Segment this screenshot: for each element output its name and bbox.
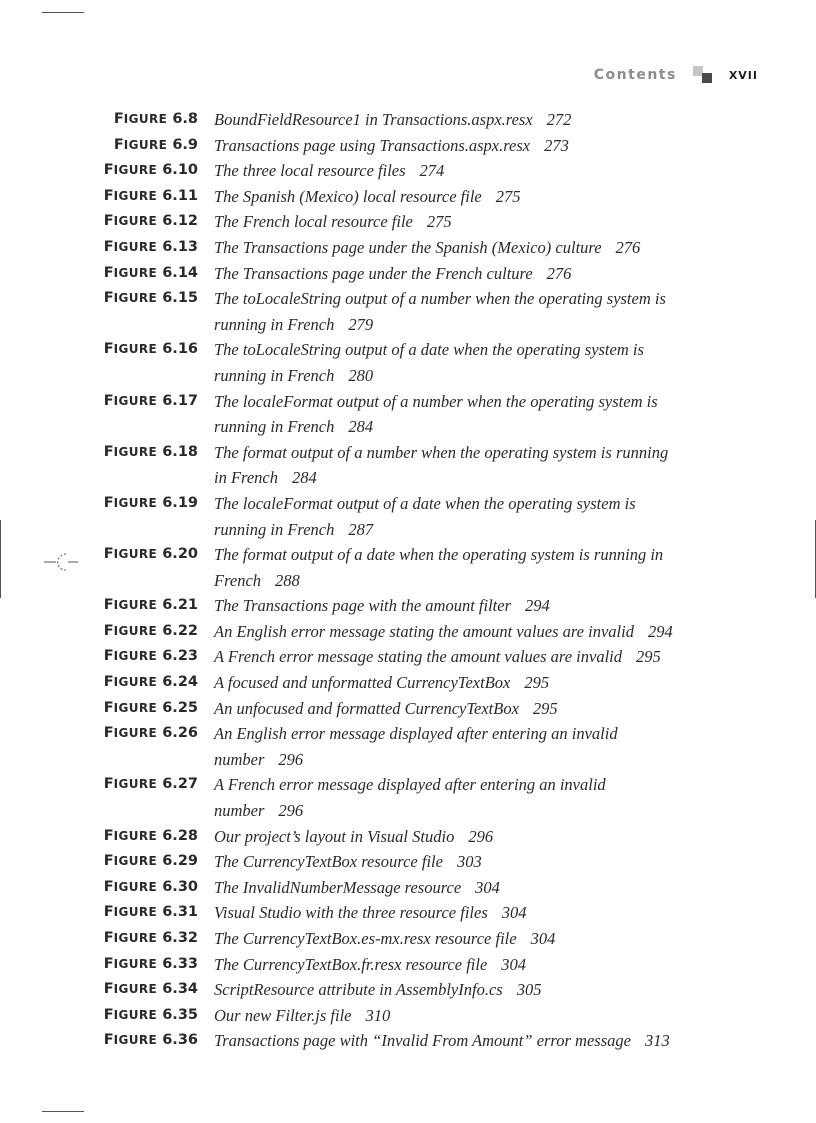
figure-label (0, 721, 214, 747)
figure-number: 6.35 (162, 1006, 198, 1023)
figure-label-initial: F (103, 904, 114, 921)
figure-label (0, 209, 214, 235)
figure-entry-text (214, 644, 684, 670)
page-reference: 279 (348, 314, 374, 334)
figure-entry-text (214, 772, 684, 823)
figure-number: 6.31 (162, 904, 198, 921)
figure-number: 6.23 (162, 648, 198, 665)
page-reference: 304 (530, 929, 556, 948)
figure-label-initial: F (103, 187, 114, 204)
figure-label-rest: IGURE (123, 137, 168, 152)
page-reference: 295 (636, 647, 661, 667)
figure-entry-text (214, 107, 684, 133)
figure-label-rest: IGURE (113, 265, 158, 280)
figure-label (0, 389, 214, 415)
list-item (0, 849, 816, 875)
figure-label-rest: IGURE (113, 931, 158, 945)
figure-label-rest: IGURE (113, 649, 158, 664)
figure-label (0, 670, 214, 696)
list-item (0, 926, 816, 952)
figure-label (0, 619, 214, 645)
figure-label-initial: F (103, 443, 114, 460)
figure-entry-text (214, 926, 684, 952)
figure-caption: An English error message displayed after entering an invalid number (214, 724, 618, 769)
list-item (0, 184, 816, 210)
figure-label-rest: IGURE (113, 854, 158, 869)
page-reference: 305 (516, 980, 542, 1000)
page-reference: 296 (278, 801, 304, 821)
list-item (0, 337, 816, 388)
page-reference: 275 (495, 186, 521, 206)
figure-label-rest: IGURE (113, 1033, 158, 1048)
figure-caption: Transactions page using Transactions.aspx.resx (214, 135, 531, 155)
page-reference: 294 (647, 621, 673, 641)
figure-label (0, 337, 214, 363)
figure-label (0, 900, 214, 926)
list-of-figures (0, 107, 816, 1054)
figure-label-rest: IGURE (113, 905, 158, 920)
page-reference: 295 (524, 673, 550, 693)
figure-caption: A French error message stating the amount values are invalid (214, 647, 623, 667)
page-reference: 304 (501, 903, 527, 923)
figure-caption: An unfocused and formatted CurrencyTextBox (214, 698, 519, 718)
figure-caption: Transactions page with “Invalid From Amount” error message (214, 1031, 631, 1051)
figure-label-rest: IGURE (113, 828, 158, 843)
figure-number: 6.18 (162, 443, 198, 460)
page-reference: 296 (468, 826, 494, 846)
figure-entry-text (214, 491, 684, 542)
figure-label-initial: F (103, 290, 114, 307)
figure-label-initial: F (103, 648, 114, 665)
figure-number: 6.24 (162, 674, 198, 691)
figure-label-initial: F (103, 827, 114, 844)
figure-label-initial: F (103, 622, 114, 639)
figure-number: 6.8 (172, 111, 198, 127)
list-item (0, 644, 816, 670)
crop-mark-bottom (42, 1111, 84, 1112)
figure-number: 6.15 (162, 290, 198, 307)
figure-label-initial: F (103, 162, 114, 179)
figure-number: 6.30 (162, 878, 198, 895)
list-item (0, 875, 816, 901)
figure-caption: The format output of a number when the operating system is running in French (214, 442, 669, 488)
page-reference: 273 (544, 135, 569, 155)
figure-label (0, 542, 214, 568)
figure-caption: Our new Filter.js file (214, 1005, 352, 1025)
figure-caption: The toLocaleString output of a number when the operating system is running in French (214, 289, 666, 334)
figure-label-rest: IGURE (123, 112, 168, 126)
figure-number: 6.9 (172, 136, 198, 153)
figure-caption: BoundFieldResource1 in Transactions.aspx.resx (214, 110, 533, 129)
figure-label-initial: F (103, 546, 114, 563)
page-reference: 313 (644, 1031, 670, 1051)
figure-entry-text (214, 286, 684, 337)
figure-label-rest: IGURE (113, 547, 158, 562)
header-squares-icon (693, 66, 713, 84)
figure-caption: The toLocaleString output of a date when the operating system is running in French (214, 340, 644, 385)
figure-entry-text (214, 619, 684, 645)
list-item (0, 209, 816, 235)
figure-number: 6.12 (162, 213, 198, 230)
figure-number: 6.34 (162, 981, 198, 998)
figure-label-initial: F (113, 111, 124, 127)
figure-entry-text (214, 337, 684, 388)
list-item (0, 286, 816, 337)
figure-label-initial: F (103, 981, 114, 998)
figure-label-rest: IGURE (113, 675, 158, 690)
figure-label-initial: F (103, 238, 114, 255)
list-item (0, 696, 816, 722)
list-item (0, 107, 816, 133)
figure-label-initial: F (103, 699, 114, 716)
figure-label (0, 158, 214, 184)
figure-entry-text (214, 542, 684, 593)
page-reference: 295 (532, 698, 558, 718)
list-item (0, 900, 816, 926)
figure-number: 6.27 (162, 776, 198, 793)
list-item (0, 261, 816, 287)
figure-number: 6.11 (162, 187, 198, 204)
figure-label-rest: IGURE (113, 393, 158, 408)
figure-label-initial: F (103, 1006, 114, 1023)
figure-caption: The Transactions page under the French culture (214, 263, 533, 283)
figure-label-rest: IGURE (113, 214, 158, 229)
figure-entry-text (214, 158, 684, 184)
list-item (0, 1003, 816, 1029)
figure-label-initial: F (103, 674, 114, 691)
figure-label-rest: IGURE (113, 342, 158, 357)
page-reference: 310 (365, 1005, 391, 1025)
header-page-number: XVII (728, 68, 758, 82)
figure-label-rest: IGURE (113, 444, 158, 459)
figure-label (0, 1028, 214, 1054)
figure-label-initial: F (103, 341, 114, 358)
page-reference: 303 (456, 852, 482, 872)
running-header (594, 66, 758, 84)
figure-caption: A French error message displayed after entering an invalid number (214, 775, 606, 821)
figure-label-initial: F (103, 955, 114, 972)
figure-label-rest: IGURE (113, 163, 158, 178)
figure-label-initial: F (103, 725, 114, 742)
figure-caption: The format output of a date when the operating system is running in French (214, 545, 664, 590)
figure-number: 6.36 (162, 1032, 198, 1049)
figure-label (0, 772, 214, 798)
figure-label-rest: IGURE (113, 879, 158, 894)
figure-label (0, 133, 214, 159)
list-item (0, 440, 816, 491)
list-item (0, 133, 816, 159)
page-reference: 276 (546, 263, 572, 283)
list-item (0, 721, 816, 772)
page-reference: 284 (292, 468, 317, 488)
list-item (0, 158, 816, 184)
figure-label-rest: IGURE (113, 291, 158, 306)
figure-entry-text (214, 1003, 684, 1029)
figure-caption: The InvalidNumberMessage resource (214, 877, 462, 897)
list-item (0, 772, 816, 823)
page-reference: 294 (525, 596, 550, 616)
figure-number: 6.20 (162, 546, 198, 563)
page-reference: 288 (275, 570, 300, 590)
figure-entry-text (214, 440, 684, 491)
figure-entry-text (214, 977, 684, 1003)
page-reference: 284 (348, 417, 374, 437)
list-item (0, 593, 816, 619)
figure-caption: The Transactions page with the amount filter (214, 596, 512, 616)
figure-caption: The CurrencyTextBox.es-mx.resx resource file (214, 929, 517, 948)
page-reference: 304 (501, 954, 527, 974)
figure-entry-text (214, 1028, 684, 1054)
page-reference: 274 (419, 161, 445, 181)
figure-label-rest: IGURE (113, 726, 158, 741)
figure-number: 6.21 (162, 597, 198, 614)
figure-entry-text (214, 900, 684, 926)
figure-label (0, 644, 214, 670)
figure-label-rest: IGURE (113, 623, 158, 638)
figure-label-initial: F (103, 878, 114, 895)
list-item (0, 619, 816, 645)
list-item (0, 1028, 816, 1054)
page-reference: 272 (546, 110, 572, 129)
figure-label-initial: F (103, 264, 114, 281)
page-reference: 304 (475, 877, 500, 897)
figure-label-rest: IGURE (113, 598, 158, 613)
figure-entry-text (214, 952, 684, 978)
figure-caption: The three local resource files (214, 161, 406, 181)
list-item (0, 542, 816, 593)
figure-label-initial: F (103, 853, 114, 870)
figure-label (0, 440, 214, 466)
figure-label (0, 849, 214, 875)
figure-number: 6.22 (162, 622, 198, 639)
page-reference: 275 (426, 212, 452, 232)
figure-entry-text (214, 184, 684, 210)
figure-label-initial: F (103, 494, 114, 511)
figure-entry-text (214, 875, 684, 901)
figure-caption: An English error message stating the amount values are invalid (214, 621, 634, 641)
figure-caption: ScriptResource attribute in AssemblyInfo.cs (214, 980, 503, 1000)
figure-entry-text (214, 593, 684, 619)
figure-label-rest: IGURE (113, 239, 158, 254)
list-item (0, 491, 816, 542)
figure-caption: The localeFormat output of a date when the operating system is running in French (214, 493, 636, 539)
list-item (0, 977, 816, 1003)
figure-label (0, 261, 214, 287)
figure-caption: The Transactions page under the Spanish (Mexico) culture (214, 237, 602, 257)
figure-number: 6.19 (162, 494, 198, 511)
figure-caption: The French local resource file (214, 212, 413, 232)
figure-entry-text (214, 670, 684, 696)
crop-mark-top (42, 12, 84, 13)
figure-label-initial: F (103, 597, 114, 614)
figure-label (0, 952, 214, 978)
figure-label (0, 926, 214, 952)
figure-label (0, 286, 214, 312)
figure-label-initial: F (103, 776, 114, 793)
figure-label (0, 824, 214, 850)
figure-entry-text (214, 389, 684, 440)
list-item (0, 952, 816, 978)
figure-label-initial: F (103, 213, 114, 230)
figure-label (0, 184, 214, 210)
figure-caption: The Spanish (Mexico) local resource file (214, 186, 482, 206)
list-item (0, 389, 816, 440)
figure-label-initial: F (113, 136, 124, 153)
figure-label-rest: IGURE (113, 1007, 158, 1022)
figure-label-initial: F (103, 392, 114, 409)
list-item (0, 670, 816, 696)
figure-caption: The CurrencyTextBox resource file (214, 852, 443, 872)
figure-number: 6.10 (162, 162, 198, 179)
figure-caption: A focused and unformatted CurrencyTextBox (214, 673, 511, 693)
figure-number: 6.14 (162, 264, 198, 281)
figure-entry-text (214, 721, 684, 772)
list-item (0, 824, 816, 850)
list-item (0, 235, 816, 261)
figure-label-rest: IGURE (113, 982, 158, 997)
figure-entry-text (214, 235, 684, 261)
page-reference: 296 (278, 749, 304, 769)
figure-number: 6.28 (162, 827, 198, 844)
figure-entry-text (214, 824, 684, 850)
header-title: Contents (593, 67, 677, 83)
page-reference: 287 (348, 519, 374, 539)
figure-entry-text (214, 133, 684, 159)
figure-entry-text (214, 261, 684, 287)
figure-number: 6.17 (162, 392, 198, 409)
figure-number: 6.26 (162, 725, 198, 742)
page-reference: 276 (615, 237, 641, 257)
figure-caption: The localeFormat output of a number when the operating system is running in French (214, 391, 658, 437)
figure-number: 6.25 (162, 699, 198, 716)
figure-label (0, 1003, 214, 1029)
figure-label (0, 491, 214, 517)
figure-entry-text (214, 209, 684, 235)
figure-caption: Our project’s layout in Visual Studio (214, 826, 455, 846)
figure-entry-text (214, 849, 684, 875)
figure-label-rest: IGURE (113, 700, 158, 715)
page-reference: 280 (348, 365, 374, 385)
figure-label (0, 107, 214, 133)
figure-label-rest: IGURE (113, 495, 158, 510)
figure-label (0, 696, 214, 722)
figure-label (0, 977, 214, 1003)
figure-number: 6.13 (162, 238, 198, 255)
figure-number: 6.29 (162, 853, 198, 870)
figure-caption: The CurrencyTextBox.fr.resx resource file (214, 954, 488, 974)
figure-caption: Visual Studio with the three resource files (214, 903, 488, 923)
figure-label-rest: IGURE (113, 777, 158, 792)
figure-label (0, 235, 214, 261)
figure-number: 6.32 (162, 930, 198, 946)
figure-label-initial: F (103, 1032, 114, 1049)
figure-label-rest: IGURE (113, 956, 158, 971)
figure-label-initial: F (103, 930, 114, 946)
figure-entry-text (214, 696, 684, 722)
figure-label-rest: IGURE (113, 188, 158, 203)
figure-number: 6.33 (162, 955, 198, 972)
figure-label (0, 593, 214, 619)
figure-label (0, 875, 214, 901)
figure-number: 6.16 (162, 341, 198, 358)
